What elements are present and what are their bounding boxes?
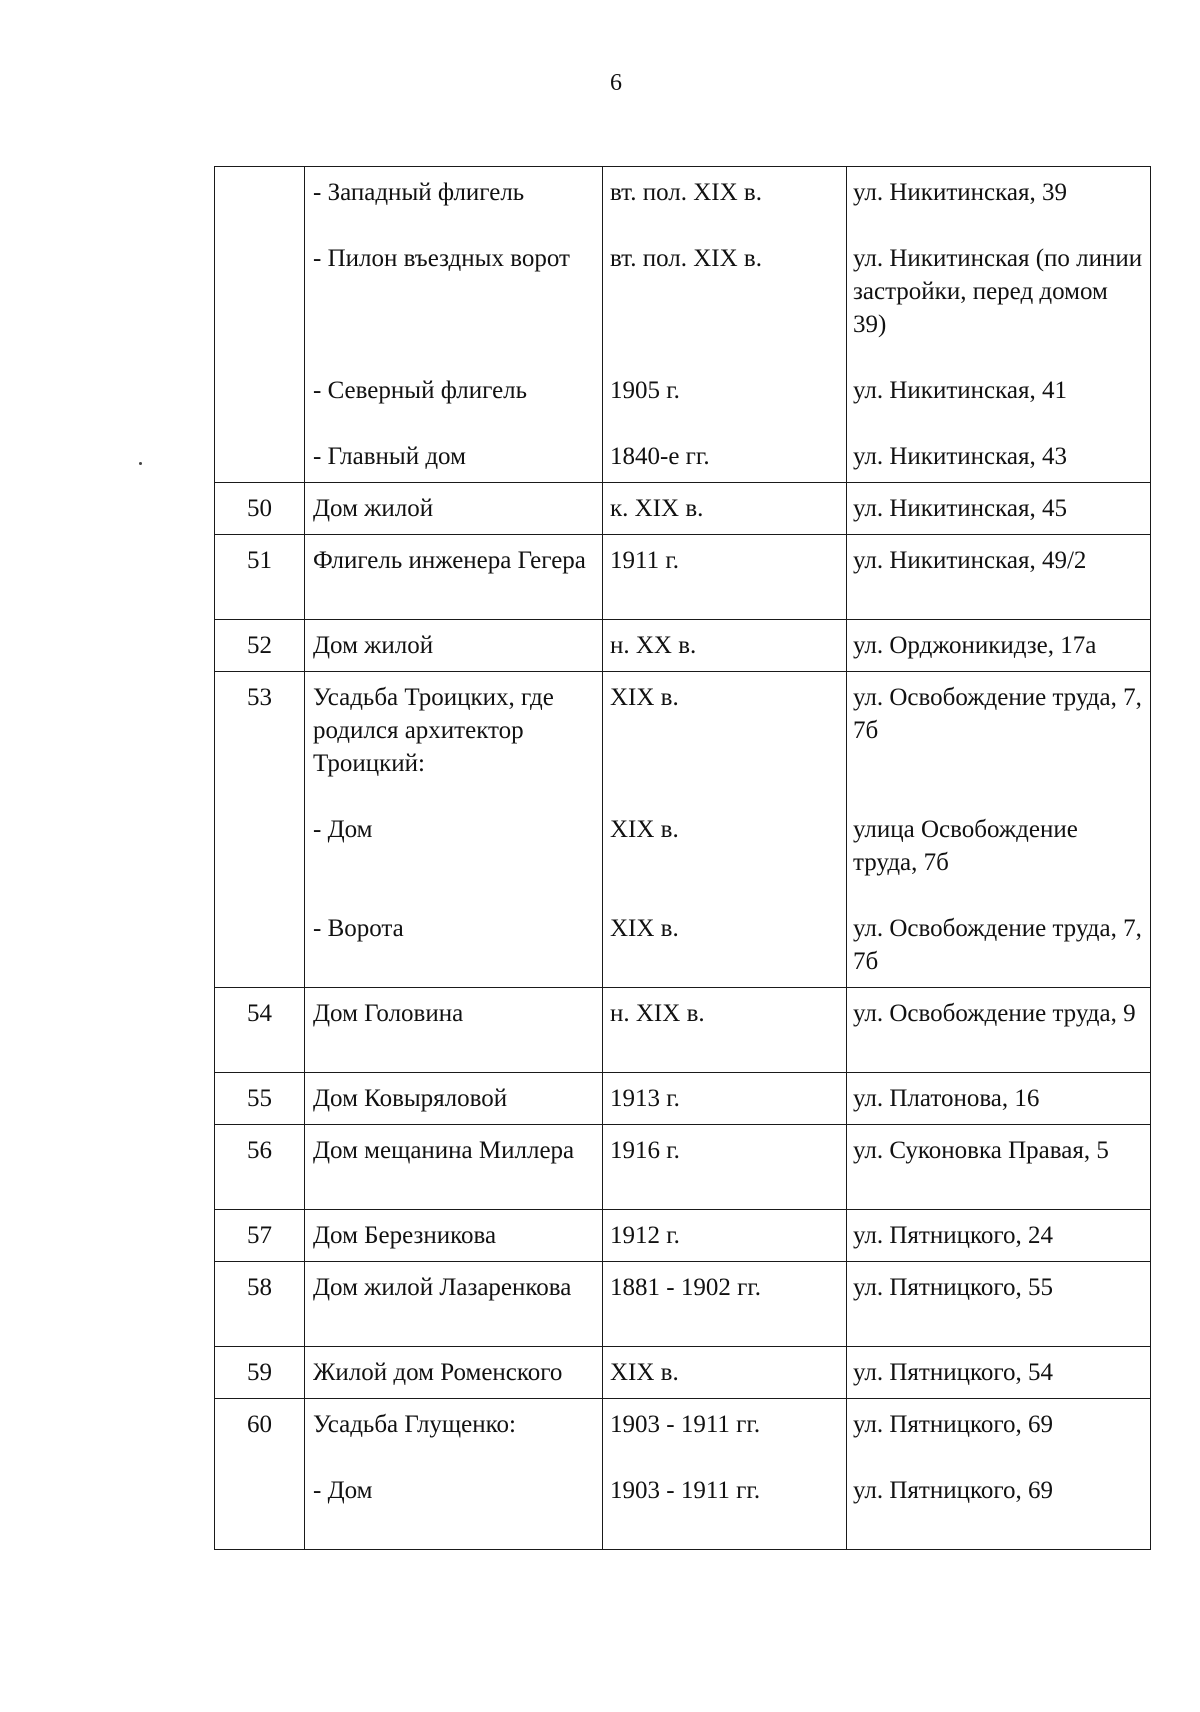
object-address-cell <box>847 535 1151 620</box>
object-address-cell <box>847 483 1151 535</box>
object-address-cell <box>847 1262 1151 1347</box>
object-address-cell <box>847 672 1151 988</box>
object-date-cell <box>603 483 847 535</box>
object-address: ул. Пятницкого, 24 <box>853 1222 1053 1249</box>
object-date: 1881 - 1902 гг. <box>610 1274 762 1301</box>
object-date: вт. пол. XIX в. <box>610 245 762 272</box>
table-row <box>215 1210 1151 1262</box>
row-number: 50 <box>215 483 305 535</box>
table-row <box>215 988 1151 1073</box>
row-number: 51 <box>215 535 305 620</box>
object-name: - Дом <box>313 816 373 843</box>
object-address: ул. Пятницкого, 69 <box>853 1411 1053 1438</box>
object-date: 1913 г. <box>610 1085 680 1112</box>
object-name: Дом жилой Лазаренкова <box>313 1274 572 1301</box>
object-date-cell <box>603 1347 847 1399</box>
table-row <box>215 620 1151 672</box>
object-date: XIX в. <box>610 684 679 711</box>
object-name: Жилой дом Роменского <box>313 1359 563 1386</box>
object-address-cell <box>847 1125 1151 1210</box>
object-date-cell <box>603 672 847 988</box>
object-address-cell <box>847 1210 1151 1262</box>
object-address: улица Освобождение труда, 7б <box>853 816 1078 876</box>
row-number: 56 <box>215 1125 305 1210</box>
object-address: ул. Платонова, 16 <box>853 1085 1040 1112</box>
heritage-objects-table <box>214 166 1151 1550</box>
object-date-cell <box>603 1210 847 1262</box>
object-address-cell <box>847 167 1151 483</box>
object-name-cell <box>305 672 603 988</box>
object-date: к. XIX в. <box>610 495 704 522</box>
row-number: 58 <box>215 1262 305 1347</box>
object-name: - Ворота <box>313 915 404 942</box>
scan-speck <box>139 462 142 465</box>
object-address-cell <box>847 1073 1151 1125</box>
object-date-cell <box>603 620 847 672</box>
table-row <box>215 1347 1151 1399</box>
object-address: ул. Освобождение труда, 7, 7б <box>853 915 1142 975</box>
object-date: 1903 - 1911 гг. <box>610 1411 761 1438</box>
object-name: Дом мещанина Миллера <box>313 1137 575 1164</box>
object-name: Дом Головина <box>313 1000 464 1027</box>
object-date: XIX в. <box>610 816 679 843</box>
object-address: ул. Никитинская, 49/2 <box>853 547 1087 574</box>
object-date: 1916 г. <box>610 1137 680 1164</box>
object-name: Дом жилой <box>313 632 434 659</box>
table-row <box>215 535 1151 620</box>
object-date: н. XX в. <box>610 632 697 659</box>
object-date-cell <box>603 535 847 620</box>
object-address: ул. Никитинская, 43 <box>853 443 1067 470</box>
object-date-cell <box>603 1399 847 1550</box>
table-row <box>215 1399 1151 1550</box>
object-name: - Главный дом <box>313 443 466 470</box>
object-address: ул. Пятницкого, 69 <box>853 1477 1053 1504</box>
object-date-cell <box>603 1125 847 1210</box>
object-name-cell <box>305 1262 603 1347</box>
table-row <box>215 483 1151 535</box>
object-name-cell <box>305 167 603 483</box>
object-date-cell <box>603 1073 847 1125</box>
object-address: ул. Никитинская, 45 <box>853 495 1067 522</box>
table-body <box>215 167 1151 1550</box>
object-name: - Западный флигель <box>313 179 525 206</box>
object-date-cell <box>603 167 847 483</box>
table-row <box>215 167 1151 483</box>
object-name-cell <box>305 620 603 672</box>
object-address: ул. Освобождение труда, 7, 7б <box>853 684 1142 744</box>
object-address: ул. Суконовка Правая, 5 <box>853 1137 1109 1164</box>
object-address: ул. Пятницкого, 54 <box>853 1359 1053 1386</box>
object-date: 1905 г. <box>610 377 680 404</box>
row-number: 55 <box>215 1073 305 1125</box>
object-name: Флигель инженера Гегера <box>313 547 586 574</box>
page-number: 6 <box>610 70 622 96</box>
object-address-cell <box>847 620 1151 672</box>
row-number: 54 <box>215 988 305 1073</box>
object-address: ул. Пятницкого, 55 <box>853 1274 1053 1301</box>
row-number <box>215 167 305 483</box>
object-name-cell <box>305 1210 603 1262</box>
object-name: - Пилон въездных ворот <box>313 245 570 272</box>
object-date: 1911 г. <box>610 547 680 574</box>
object-name-cell <box>305 483 603 535</box>
object-address: ул. Никитинская, 39 <box>853 179 1067 206</box>
object-name: Дом Ковыряловой <box>313 1085 508 1112</box>
object-date: XIX в. <box>610 915 679 942</box>
object-address: ул. Никитинская, 41 <box>853 377 1067 404</box>
table-row <box>215 1262 1151 1347</box>
object-name: - Северный флигель <box>313 377 528 404</box>
object-address-cell <box>847 988 1151 1073</box>
object-address: ул. Никитинская (по линии застройки, перед домом 39) <box>853 245 1143 338</box>
object-name: Усадьба Глущенко: <box>313 1411 516 1438</box>
object-date: XIX в. <box>610 1359 679 1386</box>
object-name-cell <box>305 1347 603 1399</box>
row-number: 53 <box>215 672 305 988</box>
row-number: 60 <box>215 1399 305 1550</box>
object-name-cell <box>305 1399 603 1550</box>
object-address-cell <box>847 1347 1151 1399</box>
table-row <box>215 1073 1151 1125</box>
object-date-cell <box>603 988 847 1073</box>
object-date-cell <box>603 1262 847 1347</box>
object-date: н. XIX в. <box>610 1000 705 1027</box>
object-date: 1840-е гг. <box>610 443 710 470</box>
row-number: 57 <box>215 1210 305 1262</box>
object-address-cell <box>847 1399 1151 1550</box>
row-number: 52 <box>215 620 305 672</box>
object-date: 1903 - 1911 гг. <box>610 1477 761 1504</box>
object-name-cell <box>305 1125 603 1210</box>
table-row <box>215 672 1151 988</box>
object-name: Дом жилой <box>313 495 434 522</box>
object-date: 1912 г. <box>610 1222 680 1249</box>
object-date: вт. пол. XIX в. <box>610 179 762 206</box>
object-address: ул. Орджоникидзе, 17а <box>853 632 1097 659</box>
object-name: Дом Березникова <box>313 1222 497 1249</box>
object-name: Усадьба Троицких, где родился архитектор Троицкий: <box>313 684 554 777</box>
object-address: ул. Освобождение труда, 9 <box>853 1000 1136 1027</box>
object-name-cell <box>305 1073 603 1125</box>
object-name-cell <box>305 535 603 620</box>
object-name: - Дом <box>313 1477 373 1504</box>
table-row <box>215 1125 1151 1210</box>
object-name-cell <box>305 988 603 1073</box>
row-number: 59 <box>215 1347 305 1399</box>
